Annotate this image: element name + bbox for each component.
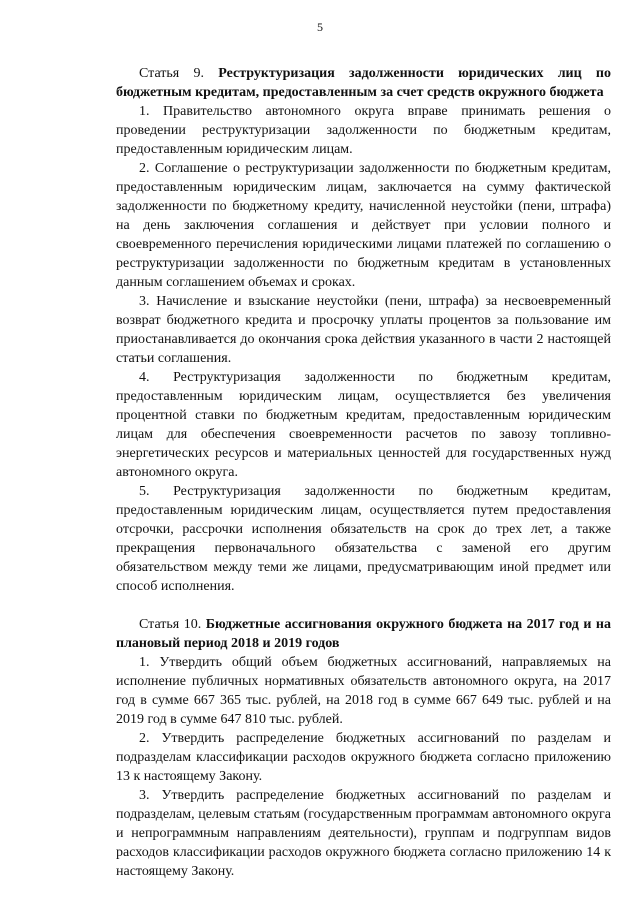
article-9-heading xyxy=(116,64,611,102)
article-10 xyxy=(116,615,611,881)
article-10-paragraph-3: 3. Утвердить распределение бюджетных ассигнований по разделам и подразделам, целевым статьям (государственным программам автономного округа и непрограммным направлениям деятельности), группам и подгруппам видов расходов классификации расходов окружного бюджета согласно приложению 14 к настоящему Закону. xyxy=(116,788,611,879)
document-body xyxy=(116,64,611,881)
article-9-paragraph-1: 1. Правительство автономного округа вправе принимать решения о проведении реструктуризации задолженности по бюджетным кредитам, предоставленным юридическим лицам. xyxy=(116,104,611,157)
article-9-prefix: Статья 9. xyxy=(139,66,204,81)
article-9-paragraph-4: 4. Реструктуризация задолженности по бюджетным кредитам, предоставленным юридическим лицам, осуществляется без увеличения процентной ставки по бюджетным кредитам, предоставленным юридическим лицам для обеспечения своевременности расчетов по завозу топливно-энергетических ресурсов и материальных ценностей для государственных нужд автономного округа. xyxy=(116,370,611,480)
article-9-paragraph-2: 2. Соглашение о реструктуризации задолженности по бюджетным кредитам, предоставленным юридическим лицам, заключается на сумму фактической задолженности по бюджетному кредиту, начисленной неустойки (пени, штрафа) на день заключения соглашения и действует при условии полного и своевременного перечисления юридическими лицами платежей по соглашению о реструктуризации задолженности по бюджетным кредитам в установленных данным соглашением объемах и сроках. xyxy=(116,161,611,290)
article-9-title: Реструктуризация задолженности юридических лиц по бюджетным кредитам, предоставленным за счет средств окружного бюджета xyxy=(116,66,611,100)
article-10-title: Бюджетные ассигнования окружного бюджета на 2017 год и на плановый период 2018 и 2019 годов xyxy=(116,617,611,651)
article-10-paragraph-2: 2. Утвердить распределение бюджетных ассигнований по разделам и подразделам классификации расходов окружного бюджета согласно приложению 13 к настоящему Закону. xyxy=(116,731,611,784)
article-9-paragraph-5: 5. Реструктуризация задолженности по бюджетным кредитам, предоставленным юридическим лицам, осуществляется путем предоставления отсрочки, рассрочки исполнения обязательств на срок до трех лет, а также прекращения первоначального обязательства с заменой его другим обязательством между теми же лицами, предусматривающим иной предмет или способ исполнения. xyxy=(116,484,611,594)
article-10-heading xyxy=(116,615,611,653)
article-9 xyxy=(116,64,611,596)
article-9-paragraph-3: 3. Начисление и взыскание неустойки (пени, штрафа) за несвоевременный возврат бюджетного кредита и просрочку уплаты процентов за пользование им приостанавливается до окончания срока действия указанного в части 2 настоящей статьи соглашения. xyxy=(116,294,611,366)
article-10-prefix: Статья 10. xyxy=(139,617,202,632)
article-10-paragraph-1: 1. Утвердить общий объем бюджетных ассигнований, направляемых на исполнение публичных нормативных обязательств автономного округа, на 2017 год в сумме 667 365 тыс. рублей, на 2018 год в сумме 667 649 тыс. рублей и на 2019 год в сумме 647 810 тыс. рублей. xyxy=(116,655,611,727)
page-number: 5 xyxy=(317,20,323,34)
